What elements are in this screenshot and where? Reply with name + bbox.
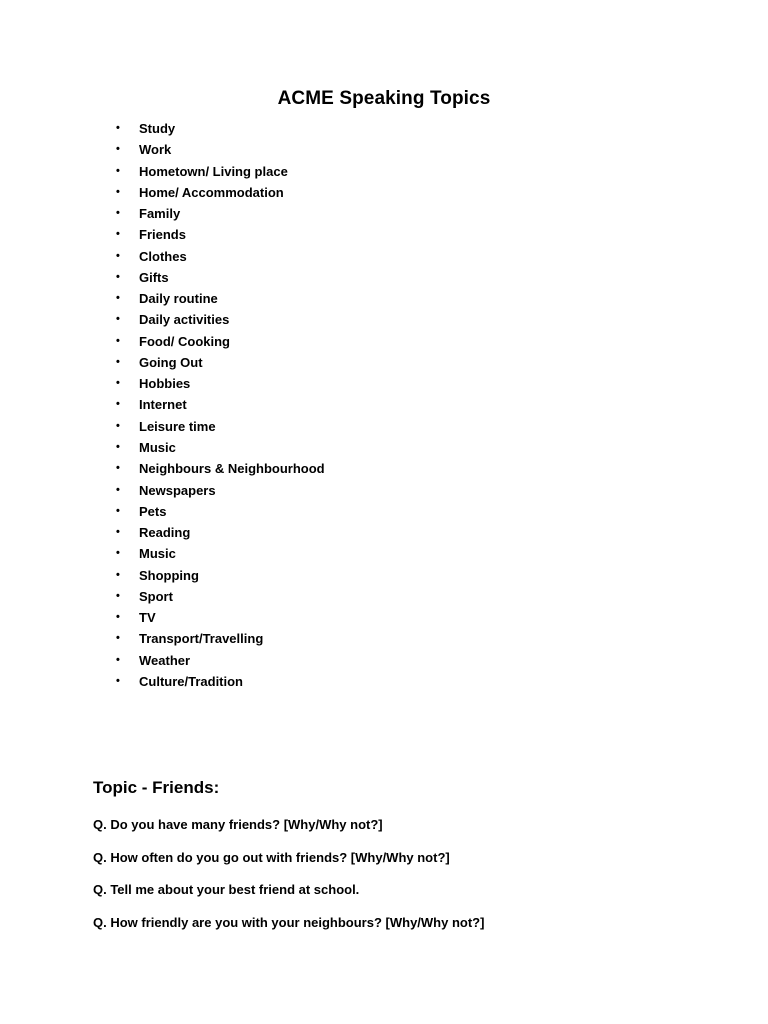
list-item [116,394,325,415]
topic-label: Sport [139,588,173,604]
bullet-icon: • [116,249,120,262]
bullet-icon: • [116,611,120,624]
list-item [116,288,325,309]
section-heading: Topic - Friends: [93,778,220,797]
topic-label: Shopping [139,567,199,583]
bullet-icon: • [116,207,120,220]
bullet-icon: • [116,483,120,496]
topic-label: Hobbies [139,376,191,392]
bullet-icon: • [116,632,120,645]
topic-label: Music [139,546,176,562]
list-item [116,352,325,373]
bullet-icon: • [116,526,120,539]
topic-label: Work [139,142,172,158]
bullet-icon: • [116,185,120,198]
bullet-icon: • [116,674,120,687]
list-item [116,607,325,628]
page-title: ACME Speaking Topics [277,88,491,109]
question-1: Q. Do you have many friends? [Why/Why not?] [93,817,383,832]
bullet-icon: • [116,377,120,390]
topic-label: Going Out [139,354,203,370]
list-item [116,565,325,586]
topic-label: Newspapers [139,482,216,498]
bullet-icon: • [116,440,120,453]
topic-label: Family [139,206,181,222]
topic-label: Weather [139,652,191,668]
topic-label: Music [139,439,176,455]
topic-label: Pets [139,503,167,519]
bullet-icon: • [116,270,120,283]
list-item [116,373,325,394]
list-item [116,309,325,330]
topic-label: Daily routine [139,291,218,307]
topic-label: Transport/Travelling [139,631,264,647]
bullet-icon: • [116,653,120,666]
bullet-icon: • [116,228,120,241]
topic-label: TV [139,610,156,626]
question-3: Q. Tell me about your best friend at school. [93,882,360,897]
list-item [116,437,325,458]
bullet-icon: • [116,419,120,432]
topic-label: Culture/Tradition [139,673,243,689]
bullet-icon: • [116,568,120,581]
list-item [116,331,325,352]
bullet-icon: • [116,143,120,156]
question-4: Q. How friendly are you with your neighbours? [Why/Why not?] [93,915,485,930]
bullet-icon: • [116,334,120,347]
list-item [116,671,325,692]
question-2: Q. How often do you go out with friends? [Why/Why not?] [93,850,450,865]
topic-label: Gifts [139,269,169,285]
bullet-icon: • [116,164,120,177]
list-item [116,480,325,501]
list-item [116,224,325,245]
topic-label: Food/ Cooking [139,333,230,349]
topic-label: Internet [139,397,187,413]
list-item [116,628,325,649]
list-item [116,501,325,522]
bullet-icon: • [116,292,120,305]
topic-label: Daily activities [139,312,230,328]
topic-label: Clothes [139,248,187,264]
topic-label: Friends [139,227,186,243]
bullet-icon: • [116,589,120,602]
list-item [116,118,325,139]
bullet-icon: • [116,547,120,560]
bullet-icon: • [116,122,120,134]
topic-label: Reading [139,525,191,541]
list-item [116,139,325,160]
list-item [116,182,325,203]
list-item [116,416,325,437]
list-item [116,543,325,564]
bullet-icon: • [116,504,120,517]
bullet-icon: • [116,313,120,326]
list-item [116,161,325,182]
topic-label: Leisure time [139,418,216,434]
list-item [116,458,325,479]
list-item [116,586,325,607]
topic-label: Home/ Accommodation [139,184,284,200]
bullet-icon: • [116,355,120,368]
list-item [116,203,325,224]
topic-label: Study [139,121,176,136]
list-item [116,650,325,671]
topic-list [116,118,325,692]
topic-label: Neighbours & Neighbourhood [139,461,325,477]
list-item [116,246,325,267]
bullet-icon: • [116,462,120,475]
bullet-icon: • [116,398,120,411]
topic-label: Hometown/ Living place [139,163,288,179]
list-item [116,522,325,543]
list-item [116,267,325,288]
